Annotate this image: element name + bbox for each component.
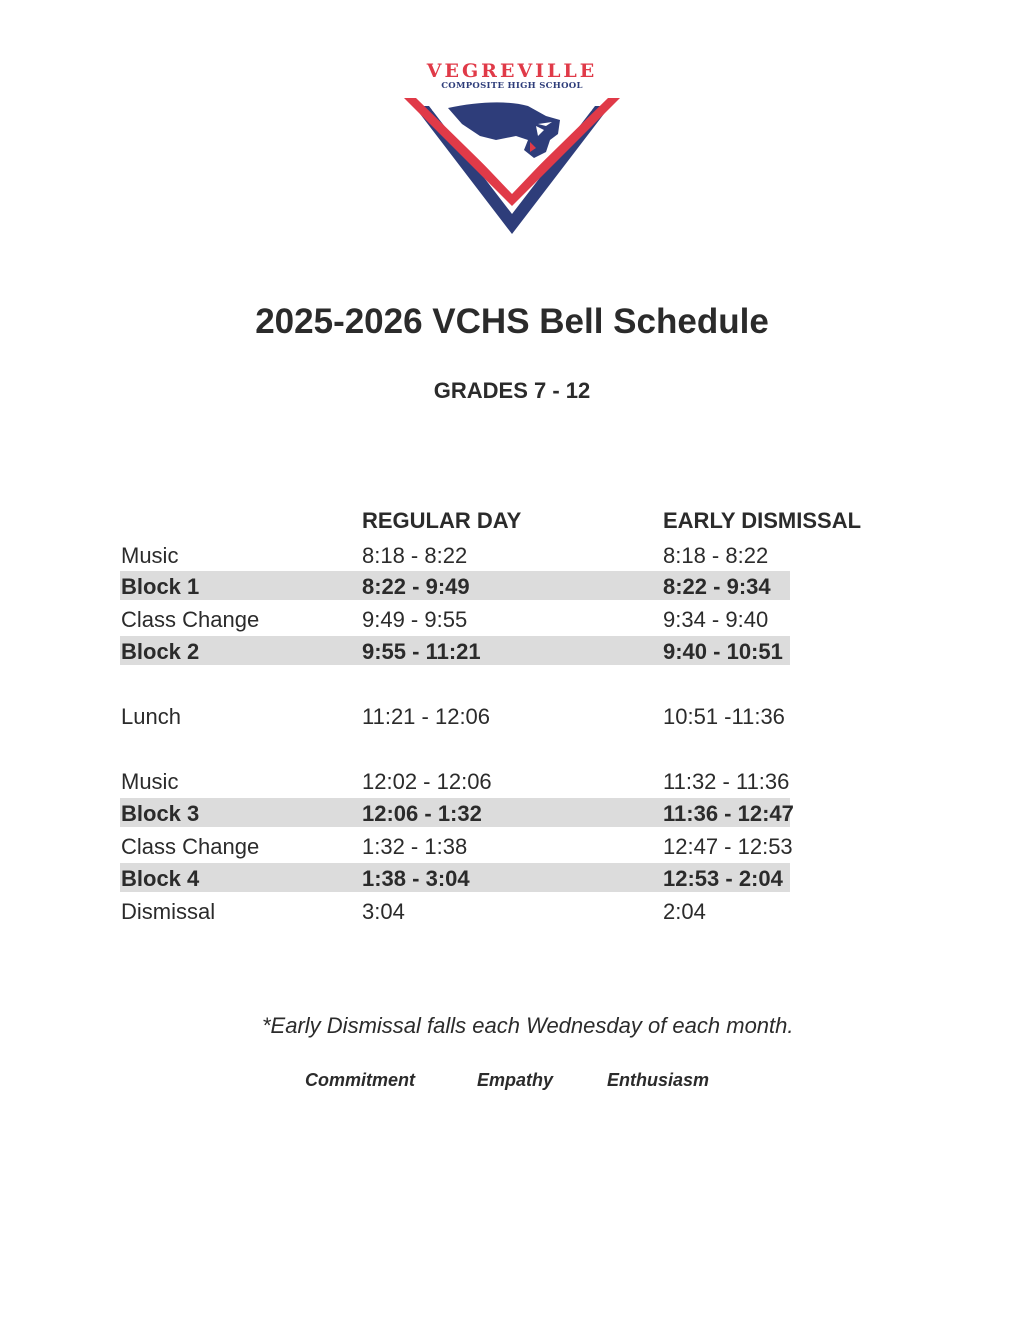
page-title: 2025-2026 VCHS Bell Schedule — [255, 302, 769, 341]
column-header-regular-day: REGULAR DAY — [362, 508, 522, 533]
period-name: Dismissal — [121, 899, 216, 924]
early-dismissal-time: 2:04 — [663, 899, 706, 924]
early-dismissal-time: 8:22 - 9:34 — [663, 574, 771, 599]
period-name: Block 1 — [121, 574, 200, 599]
period-name: Block 2 — [121, 639, 200, 664]
period-name: Class Change — [121, 607, 260, 632]
cougar-chevron-logo-icon — [396, 96, 628, 238]
early-dismissal-note: *Early Dismissal falls each Wednesday of each month. — [262, 1013, 794, 1038]
value-enthusiasm: Enthusiasm — [607, 1070, 710, 1090]
regular-day-time: 1:32 - 1:38 — [362, 834, 468, 859]
period-name: Block 4 — [121, 866, 200, 891]
period-name: Lunch — [121, 704, 181, 729]
early-dismissal-time: 10:51 -11:36 — [663, 704, 785, 729]
regular-day-time: 12:06 - 1:32 — [362, 801, 482, 826]
regular-day-time: 8:18 - 8:22 — [362, 543, 468, 568]
early-dismissal-time: 11:32 - 11:36 — [663, 769, 790, 794]
period-name: Block 3 — [121, 801, 200, 826]
early-dismissal-time: 11:36 - 12:47 — [663, 801, 794, 826]
column-header-early-dismissal: EARLY DISMISSAL — [663, 508, 862, 533]
value-empathy: Empathy — [477, 1070, 554, 1090]
regular-day-time: 8:22 - 9:49 — [362, 574, 470, 599]
regular-day-time: 11:21 - 12:06 — [362, 704, 491, 729]
value-commitment: Commitment — [305, 1070, 416, 1090]
early-dismissal-time: 9:40 - 10:51 — [663, 639, 783, 664]
regular-day-time: 9:49 - 9:55 — [362, 607, 468, 632]
early-dismissal-time: 9:34 - 9:40 — [663, 607, 769, 632]
period-name: Class Change — [121, 834, 260, 859]
regular-day-time: 12:02 - 12:06 — [362, 769, 492, 794]
early-dismissal-time: 12:53 - 2:04 — [663, 866, 783, 891]
logo-subtitle: COMPOSITE HIGH SCHOOL — [441, 81, 583, 91]
grades-subtitle: GRADES 7 - 12 — [433, 378, 591, 403]
logo-school-name: VEGREVILLE — [426, 60, 598, 82]
early-dismissal-time: 12:47 - 12:53 — [663, 834, 793, 859]
regular-day-time: 3:04 — [362, 899, 405, 924]
period-name: Music — [121, 769, 179, 794]
regular-day-time: 1:38 - 3:04 — [362, 866, 470, 891]
early-dismissal-time: 8:18 - 8:22 — [663, 543, 769, 568]
period-name: Music — [121, 543, 179, 568]
school-logo — [396, 56, 628, 240]
regular-day-time: 9:55 - 11:21 — [362, 639, 481, 664]
